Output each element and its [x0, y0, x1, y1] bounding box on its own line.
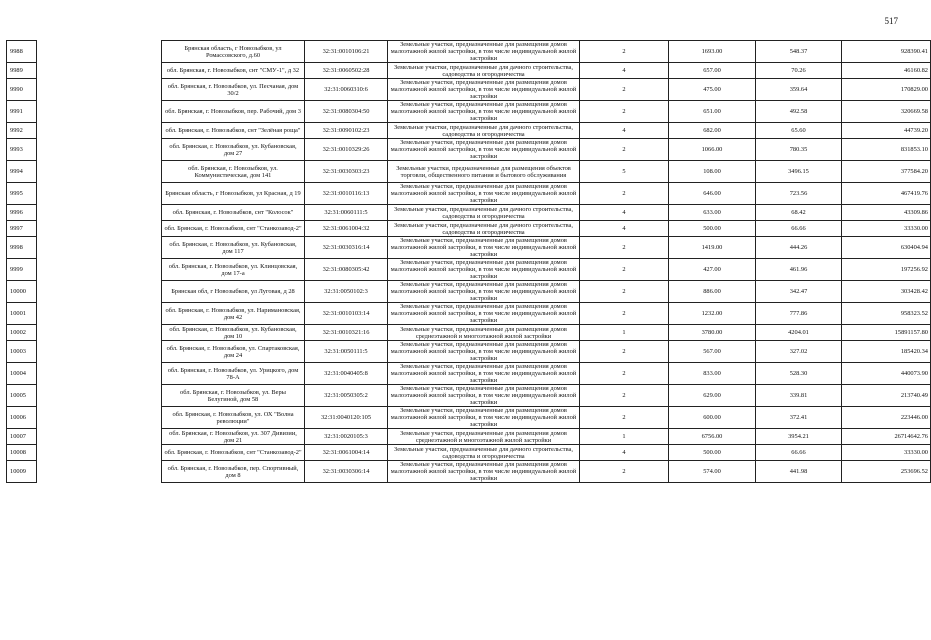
group-cell: 1	[580, 429, 669, 445]
table-row	[7, 259, 37, 281]
group-cell: 2	[580, 139, 669, 161]
cadastral-number-cell: 32:31:0060310:6	[305, 79, 388, 101]
cadastral-number-cell: 32:31:0010103:14	[305, 303, 388, 325]
address-cell: обл. Брянская, г. Новозыбков, ул. Кубановская, дом 27	[162, 139, 305, 161]
address-cell: обл. Брянская, г. Новозыбков, ул. Песчаная, дом 30/2	[162, 79, 305, 101]
specific-value-cell: 441.98	[756, 461, 842, 483]
area-cell: 1693.00	[669, 41, 756, 63]
cadastral-value-cell: 958323.52	[842, 303, 931, 325]
group-cell: 2	[580, 237, 669, 259]
specific-value-cell: 372.41	[756, 407, 842, 429]
specific-value-cell: 70.26	[756, 63, 842, 79]
table-row	[162, 101, 931, 123]
row-number-cell: 9995	[7, 183, 37, 205]
group-cell: 2	[580, 385, 669, 407]
cadastral-value-cell: 320669.58	[842, 101, 931, 123]
specific-value-cell: 528.30	[756, 363, 842, 385]
group-cell: 2	[580, 341, 669, 363]
table-row	[162, 461, 931, 483]
land-category-cell: Земельные участки, предназначенные для размещения домов среднеэтажной и многоэтажной жилой застройки	[388, 325, 580, 341]
table-row	[162, 183, 931, 205]
table-row	[7, 123, 37, 139]
row-number-cell: 10001	[7, 303, 37, 325]
specific-value-cell: 66.66	[756, 445, 842, 461]
specific-value-cell: 3496.15	[756, 161, 842, 183]
address-cell: обл. Брянская, г. Новозыбков, ул. 307 Дивизии, дом 21	[162, 429, 305, 445]
area-cell: 833.00	[669, 363, 756, 385]
land-category-cell: Земельные участки, предназначенные для размещения домов малоэтажной жилой застройки, в том числе индивидуальной жилой застройки	[388, 41, 580, 63]
land-category-cell: Земельные участки, предназначенные для дачного строительства, садоводства и огородничества	[388, 123, 580, 139]
specific-value-cell: 461.96	[756, 259, 842, 281]
table-row	[162, 139, 931, 161]
table-row	[7, 139, 37, 161]
address-cell: обл. Брянская, г. Новозыбков, ул. Коммунистическая, дом 141	[162, 161, 305, 183]
row-number-cell: 10003	[7, 341, 37, 363]
land-category-cell: Земельные участки, предназначенные для размещения объектов торговли, общественного питания и бытового обслуживания	[388, 161, 580, 183]
specific-value-cell: 3954.21	[756, 429, 842, 445]
address-cell: обл. Брянская, г. Новозыбков, пер. Рабочий, дом 3	[162, 101, 305, 123]
cadastral-number-cell: 32:31:0030306:14	[305, 461, 388, 483]
land-category-cell: Земельные участки, предназначенные для размещения домов малоэтажной жилой застройки, в том числе индивидуальной жилой застройки	[388, 281, 580, 303]
address-cell: обл. Брянская, г. Новозыбков, ул. ОХ "Волна революции"	[162, 407, 305, 429]
area-cell: 1419.00	[669, 237, 756, 259]
cadastral-number-cell: 32:31:0080305:42	[305, 259, 388, 281]
group-cell: 2	[580, 41, 669, 63]
address-cell: Брянская обл, г Новозыбков, ул Луговая, д 28	[162, 281, 305, 303]
cadastral-value-cell: 928390.41	[842, 41, 931, 63]
cadastral-number-cell: 32:31:0061004:32	[305, 221, 388, 237]
land-category-cell: Земельные участки, предназначенные для размещения домов малоэтажной жилой застройки, в том числе индивидуальной жилой застройки	[388, 101, 580, 123]
group-cell: 2	[580, 303, 669, 325]
land-category-cell: Земельные участки, предназначенные для размещения домов малоэтажной жилой застройки, в том числе индивидуальной жилой застройки	[388, 79, 580, 101]
specific-value-cell: 723.56	[756, 183, 842, 205]
table-row	[7, 407, 37, 429]
cadastral-value-cell: 46160.82	[842, 63, 931, 79]
land-category-cell: Земельные участки, предназначенные для размещения домов малоэтажной жилой застройки, в том числе индивидуальной жилой застройки	[388, 259, 580, 281]
area-cell: 633.00	[669, 205, 756, 221]
address-cell: обл. Брянская, г. Новозыбков, пер. Спортивный, дом 8	[162, 461, 305, 483]
specific-value-cell: 65.60	[756, 123, 842, 139]
specific-value-cell: 777.86	[756, 303, 842, 325]
group-cell: 2	[580, 461, 669, 483]
address-cell: обл. Брянская, г. Новозыбков, снт "Зелёная роща"	[162, 123, 305, 139]
table-row	[7, 429, 37, 445]
row-number-cell: 10002	[7, 325, 37, 341]
group-cell: 1	[580, 325, 669, 341]
land-category-cell: Земельные участки, предназначенные для размещения домов малоэтажной жилой застройки, в том числе индивидуальной жилой застройки	[388, 303, 580, 325]
address-cell: обл. Брянская, г. Новозыбков, ул. Клинцовская, дом 17-а	[162, 259, 305, 281]
table-row	[162, 205, 931, 221]
specific-value-cell: 66.66	[756, 221, 842, 237]
cadastral-value-cell: 630404.94	[842, 237, 931, 259]
group-cell: 4	[580, 63, 669, 79]
table-row	[162, 429, 931, 445]
table-row	[7, 303, 37, 325]
table-row	[7, 79, 37, 101]
cadastral-number-cell: 32:31:0020105:3	[305, 429, 388, 445]
cadastral-value-cell: 185420.34	[842, 341, 931, 363]
land-category-cell: Земельные участки, предназначенные для размещения домов малоэтажной жилой застройки, в том числе индивидуальной жилой застройки	[388, 183, 580, 205]
area-cell: 500.00	[669, 445, 756, 461]
group-cell: 2	[580, 259, 669, 281]
group-cell: 2	[580, 281, 669, 303]
row-number-cell: 10005	[7, 385, 37, 407]
cadastral-value-cell: 253696.52	[842, 461, 931, 483]
area-cell: 475.00	[669, 79, 756, 101]
row-number-cell: 9992	[7, 123, 37, 139]
table-row	[162, 303, 931, 325]
cadastral-value-cell: 33330.00	[842, 445, 931, 461]
area-cell: 657.00	[669, 63, 756, 79]
cadastral-number-cell: 32:31:0010321:16	[305, 325, 388, 341]
address-cell: обл. Брянская, г. Новозыбков, ул. Спартаковская, дом 24	[162, 341, 305, 363]
table-row	[7, 205, 37, 221]
cadastral-number-cell: 32:31:0050305:2	[305, 385, 388, 407]
group-cell: 4	[580, 205, 669, 221]
table-row	[7, 101, 37, 123]
row-number-cell: 10008	[7, 445, 37, 461]
table-row	[162, 341, 931, 363]
specific-value-cell: 4204.01	[756, 325, 842, 341]
table-row	[162, 385, 931, 407]
address-cell: обл. Брянская, г. Новозыбков, снт "Станкозавод-2"	[162, 221, 305, 237]
cadastral-value-cell: 467419.76	[842, 183, 931, 205]
specific-value-cell: 444.26	[756, 237, 842, 259]
table-row	[162, 221, 931, 237]
land-category-cell: Земельные участки, предназначенные для размещения домов малоэтажной жилой застройки, в том числе индивидуальной жилой застройки	[388, 363, 580, 385]
area-cell: 886.00	[669, 281, 756, 303]
cadastral-number-cell: 32:31:0090102:23	[305, 123, 388, 139]
cadastral-value-cell: 213740.49	[842, 385, 931, 407]
area-cell: 646.00	[669, 183, 756, 205]
page-number: 517	[884, 16, 898, 26]
specific-value-cell: 339.81	[756, 385, 842, 407]
cadastral-value-cell: 15891157.80	[842, 325, 931, 341]
row-number-cell: 10009	[7, 461, 37, 483]
address-cell: обл. Брянская, г. Новозыбков, ул. Кубановская, дом 117	[162, 237, 305, 259]
area-cell: 567.00	[669, 341, 756, 363]
table-row	[162, 41, 931, 63]
land-category-cell: Земельные участки, предназначенные для дачного строительства, садоводства и огородничества	[388, 63, 580, 79]
land-plot-table	[161, 40, 931, 483]
table-row	[7, 363, 37, 385]
table-row	[162, 325, 931, 341]
address-cell: обл. Брянская, г. Новозыбков, снт "Колосок"	[162, 205, 305, 221]
row-number-cell: 10006	[7, 407, 37, 429]
row-number-cell: 9996	[7, 205, 37, 221]
area-cell: 629.00	[669, 385, 756, 407]
cadastral-number-cell: 32:31:0030316:14	[305, 237, 388, 259]
address-cell: обл. Брянская, г. Новозыбков, ул. Наримановская, дом 42	[162, 303, 305, 325]
land-category-cell: Земельные участки, предназначенные для дачного строительства, садоводства и огородничества	[388, 221, 580, 237]
table-row	[7, 161, 37, 183]
row-number-cell: 9999	[7, 259, 37, 281]
address-cell: Брянская область, г Новозыбков, ул Ромассовского, д.60	[162, 41, 305, 63]
land-category-cell: Земельные участки, предназначенные для размещения домов среднеэтажной и многоэтажной жилой застройки	[388, 429, 580, 445]
land-category-cell: Земельные участки, предназначенные для размещения домов малоэтажной жилой застройки, в том числе индивидуальной жилой застройки	[388, 407, 580, 429]
cadastral-value-cell: 26714642.76	[842, 429, 931, 445]
area-cell: 1232.00	[669, 303, 756, 325]
table-row	[7, 325, 37, 341]
cadastral-number-cell: 32:31:0050102:3	[305, 281, 388, 303]
row-number-cell: 9989	[7, 63, 37, 79]
table-row	[7, 461, 37, 483]
table-row	[162, 281, 931, 303]
row-number-cell: 9997	[7, 221, 37, 237]
table-row	[7, 281, 37, 303]
specific-value-cell: 780.35	[756, 139, 842, 161]
group-cell: 4	[580, 123, 669, 139]
specific-value-cell: 68.42	[756, 205, 842, 221]
table-row	[7, 63, 37, 79]
area-cell: 574.00	[669, 461, 756, 483]
area-cell: 427.00	[669, 259, 756, 281]
cadastral-value-cell: 197256.92	[842, 259, 931, 281]
cadastral-number-cell: 32:31:0050111:5	[305, 341, 388, 363]
cadastral-value-cell: 223446.00	[842, 407, 931, 429]
row-number-cell: 9991	[7, 101, 37, 123]
row-number-cell: 10007	[7, 429, 37, 445]
address-cell: обл. Брянская, г. Новозыбков, ул. Веры Белугиной, дом 58	[162, 385, 305, 407]
cadastral-number-cell: 32:31:0040405:8	[305, 363, 388, 385]
group-cell: 2	[580, 363, 669, 385]
table-row	[162, 79, 931, 101]
area-cell: 682.00	[669, 123, 756, 139]
specific-value-cell: 492.58	[756, 101, 842, 123]
cadastral-value-cell: 440073.90	[842, 363, 931, 385]
area-cell: 500.00	[669, 221, 756, 237]
cadastral-number-cell: 32:31:0060502:28	[305, 63, 388, 79]
cadastral-value-cell: 170829.00	[842, 79, 931, 101]
cadastral-value-cell: 377584.20	[842, 161, 931, 183]
cadastral-value-cell: 44739.20	[842, 123, 931, 139]
group-cell: 2	[580, 407, 669, 429]
land-category-cell: Земельные участки, предназначенные для дачного строительства, садоводства и огородничества	[388, 205, 580, 221]
row-number-cell: 9988	[7, 41, 37, 63]
specific-value-cell: 327.02	[756, 341, 842, 363]
cadastral-number-cell: 32:31:0060111:5	[305, 205, 388, 221]
table-row	[162, 407, 931, 429]
address-cell: обл. Брянская, г. Новозыбков, ул. Урицкого, дом 78-А	[162, 363, 305, 385]
cadastral-number-cell: 32:31:0010106:21	[305, 41, 388, 63]
table-row	[7, 237, 37, 259]
cadastral-number-cell: 32:31:0061004:14	[305, 445, 388, 461]
group-cell: 4	[580, 221, 669, 237]
table-row	[7, 445, 37, 461]
cadastral-number-cell: 32:31:0030303:23	[305, 161, 388, 183]
table-row	[162, 259, 931, 281]
group-cell: 2	[580, 79, 669, 101]
table-row	[162, 123, 931, 139]
land-category-cell: Земельные участки, предназначенные для размещения домов малоэтажной жилой застройки, в том числе индивидуальной жилой застройки	[388, 341, 580, 363]
table-row	[7, 41, 37, 63]
address-cell: обл. Брянская, г. Новозыбков, снт "Станкозавод-2"	[162, 445, 305, 461]
address-cell: обл. Брянская, г. Новозыбков, снт "СМУ-1", д 32	[162, 63, 305, 79]
cadastral-number-cell: 32:31:0010116:13	[305, 183, 388, 205]
specific-value-cell: 342.47	[756, 281, 842, 303]
land-category-cell: Земельные участки, предназначенные для размещения домов малоэтажной жилой застройки, в том числе индивидуальной жилой застройки	[388, 461, 580, 483]
area-cell: 6756.00	[669, 429, 756, 445]
cadastral-number-cell: 32:31:0080304:50	[305, 101, 388, 123]
group-cell: 2	[580, 183, 669, 205]
cadastral-value-cell: 303428.42	[842, 281, 931, 303]
land-category-cell: Земельные участки, предназначенные для размещения домов малоэтажной жилой застройки, в том числе индивидуальной жилой застройки	[388, 237, 580, 259]
group-cell: 4	[580, 445, 669, 461]
table-row	[7, 183, 37, 205]
group-cell: 5	[580, 161, 669, 183]
cadastral-value-cell: 43309.86	[842, 205, 931, 221]
row-number-cell: 10000	[7, 281, 37, 303]
row-number-cell: 9993	[7, 139, 37, 161]
cadastral-value-cell: 831853.10	[842, 139, 931, 161]
cadastral-number-cell: 32:31:0040120:105	[305, 407, 388, 429]
table-row	[162, 237, 931, 259]
table-row	[162, 445, 931, 461]
table-row	[7, 341, 37, 363]
table-row	[162, 161, 931, 183]
row-number-cell: 9994	[7, 161, 37, 183]
address-cell: Брянская область, г Новозыбков, ул Красная, д 19	[162, 183, 305, 205]
table-row	[162, 63, 931, 79]
cadastral-value-cell: 33330.00	[842, 221, 931, 237]
land-category-cell: Земельные участки, предназначенные для дачного строительства, садоводства и огородничества	[388, 445, 580, 461]
group-cell: 2	[580, 101, 669, 123]
area-cell: 651.00	[669, 101, 756, 123]
row-number-column	[6, 40, 37, 483]
row-number-cell: 9990	[7, 79, 37, 101]
specific-value-cell: 548.37	[756, 41, 842, 63]
cadastral-number-cell: 32:31:0010329:26	[305, 139, 388, 161]
land-category-cell: Земельные участки, предназначенные для размещения домов малоэтажной жилой застройки, в том числе индивидуальной жилой застройки	[388, 385, 580, 407]
land-category-cell: Земельные участки, предназначенные для размещения домов малоэтажной жилой застройки, в том числе индивидуальной жилой застройки	[388, 139, 580, 161]
table-row	[7, 385, 37, 407]
row-number-cell: 9998	[7, 237, 37, 259]
area-cell: 3780.00	[669, 325, 756, 341]
address-cell: обл. Брянская, г. Новозыбков, ул. Кубановская, дом 10	[162, 325, 305, 341]
table-row	[7, 221, 37, 237]
specific-value-cell: 359.64	[756, 79, 842, 101]
area-cell: 108.00	[669, 161, 756, 183]
area-cell: 600.00	[669, 407, 756, 429]
area-cell: 1066.00	[669, 139, 756, 161]
row-number-cell: 10004	[7, 363, 37, 385]
table-row	[162, 363, 931, 385]
